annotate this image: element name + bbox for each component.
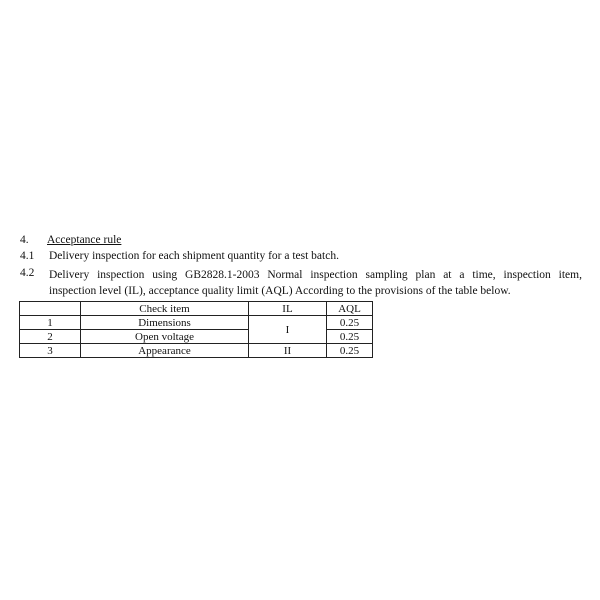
- header-check-item: Check item: [81, 302, 249, 316]
- row-number: 2: [20, 330, 81, 344]
- table-row: [20, 344, 373, 358]
- row-aql: 0.25: [327, 344, 373, 358]
- row-aql: 0.25: [327, 330, 373, 344]
- clause-text-line-1: Delivery inspection using GB2828.1-2003 Normal inspection sampling plan at a time, inspection item,: [49, 269, 582, 281]
- row-il: II: [249, 344, 327, 358]
- table-header-row: [20, 302, 373, 316]
- row-check-item: Appearance: [81, 344, 249, 358]
- row-aql: 0.25: [327, 316, 373, 330]
- section-number: 4.: [20, 234, 29, 246]
- acceptance-table: [19, 301, 373, 358]
- header-aql: AQL: [327, 302, 373, 316]
- clause-number: 4.2: [20, 267, 35, 279]
- header-il: IL: [249, 302, 327, 316]
- row-check-item: Dimensions: [81, 316, 249, 330]
- row-check-item: Open voltage: [81, 330, 249, 344]
- row-number: 3: [20, 344, 81, 358]
- clause-text: Delivery inspection for each shipment quantity for a test batch.: [49, 250, 339, 262]
- section-title: Acceptance rule: [47, 234, 122, 246]
- row-number: 1: [20, 316, 81, 330]
- clause-text-line-2: inspection level (IL), acceptance quality limit (AQL) According to the provisions of the table below.: [49, 285, 511, 297]
- clause-number: 4.1: [20, 250, 35, 262]
- clause-text: [49, 267, 582, 299]
- table-row: [20, 316, 373, 330]
- row-il: I: [249, 316, 327, 344]
- header-number: [20, 302, 81, 316]
